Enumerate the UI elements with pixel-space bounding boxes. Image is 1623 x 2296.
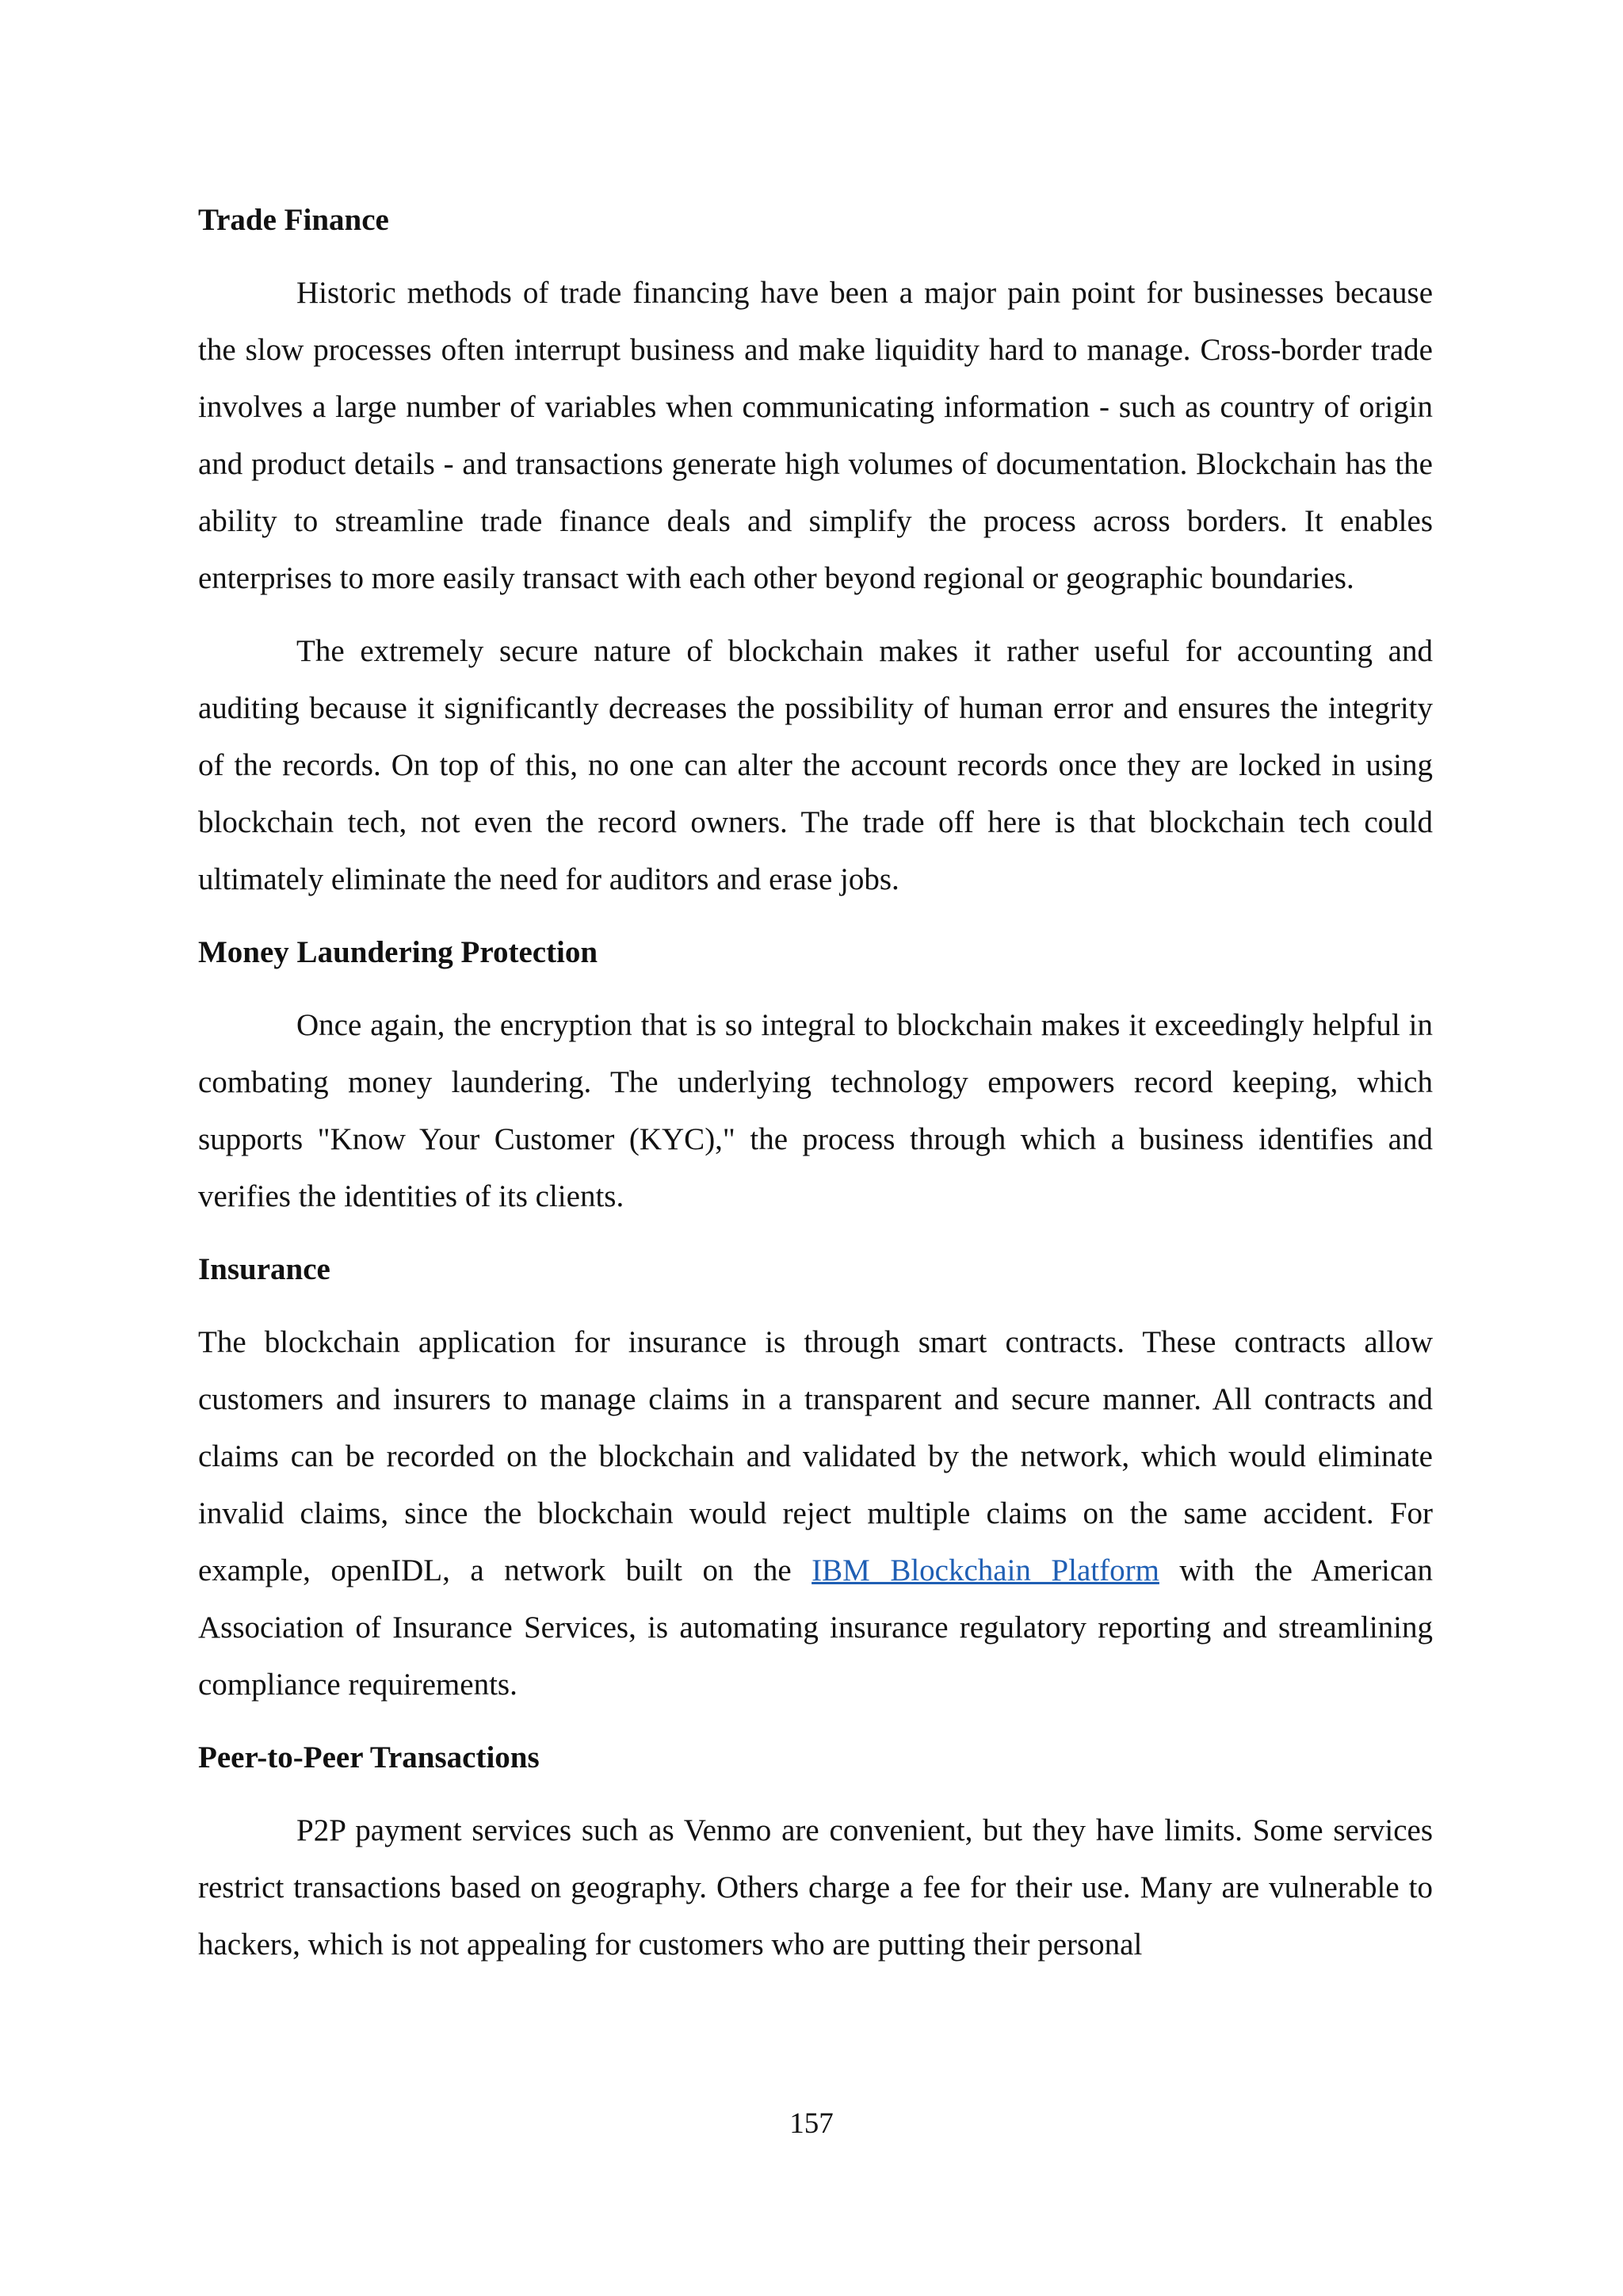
paragraph-trade-finance-1: Historic methods of trade financing have been a major pain point for businesses because the slow processes often interrupt business and make liquidity hard to manage. Cross-border trade involves a large number of variables when communicating information - such as country of origin and product details - and transactions generate high volumes of documentation. Blockchain has the ability to streamline trade finance deals and simplify the process across borders. It enables enterprises to more easily transact with each other beyond regional or geographic boundaries. [198, 276, 1433, 595]
heading-insurance: Insurance [198, 1252, 330, 1286]
heading-trade-finance: Trade Finance [198, 203, 389, 237]
paragraph-trade-finance-2: The extremely secure nature of blockchain makes it rather useful for accounting and auditing because it significantly decreases the possibility of human error and ensures the integrity of the records. On top of this, no one can alter the account records once they are locked in using blockchain tech, not even the record owners. The trade off here is that blockchain tech could ultimately eliminate the need for auditors and erase jobs. [198, 634, 1433, 896]
paragraph-insurance-text-start: The blockchain application for insurance is through smart contracts. These contracts allow customers and insurers to manage claims in a transparent and secure manner. All contracts and claims can be recorded on the blockchain and validated by the network, which would eliminate invalid claims, since the blockchain would reject multiple claims on the same accident. For example, openIDL, a network built on the [198, 1325, 1433, 1587]
paragraph-insurance-text-end: with the American Association of Insurance Services, is automating insurance regulatory reporting and streamlining compliance requirements. [198, 1553, 1433, 1702]
paragraph-money-laundering: Once again, the encryption that is so integral to blockchain makes it exceedingly helpful in combating money laundering. The underlying technology empowers record keeping, which supports "Know Your Customer (KYC)," the process through which a business identifies and verifies the identities of its clients. [198, 1008, 1433, 1213]
page-number: 157 [789, 2107, 834, 2140]
paragraph-insurance [198, 1314, 1433, 1713]
heading-money-laundering: Money Laundering Protection [198, 935, 598, 969]
heading-p2p: Peer-to-Peer Transactions [198, 1740, 540, 1775]
ibm-blockchain-platform-link[interactable]: IBM Blockchain Platform [812, 1553, 1159, 1587]
page-content [198, 192, 1433, 1989]
paragraph-p2p: P2P payment services such as Venmo are convenient, but they have limits. Some services restrict transactions based on geography. Others charge a fee for their use. Many are vulnerable to hackers, which is not appealing for customers who are putting their personal [198, 1813, 1433, 1962]
